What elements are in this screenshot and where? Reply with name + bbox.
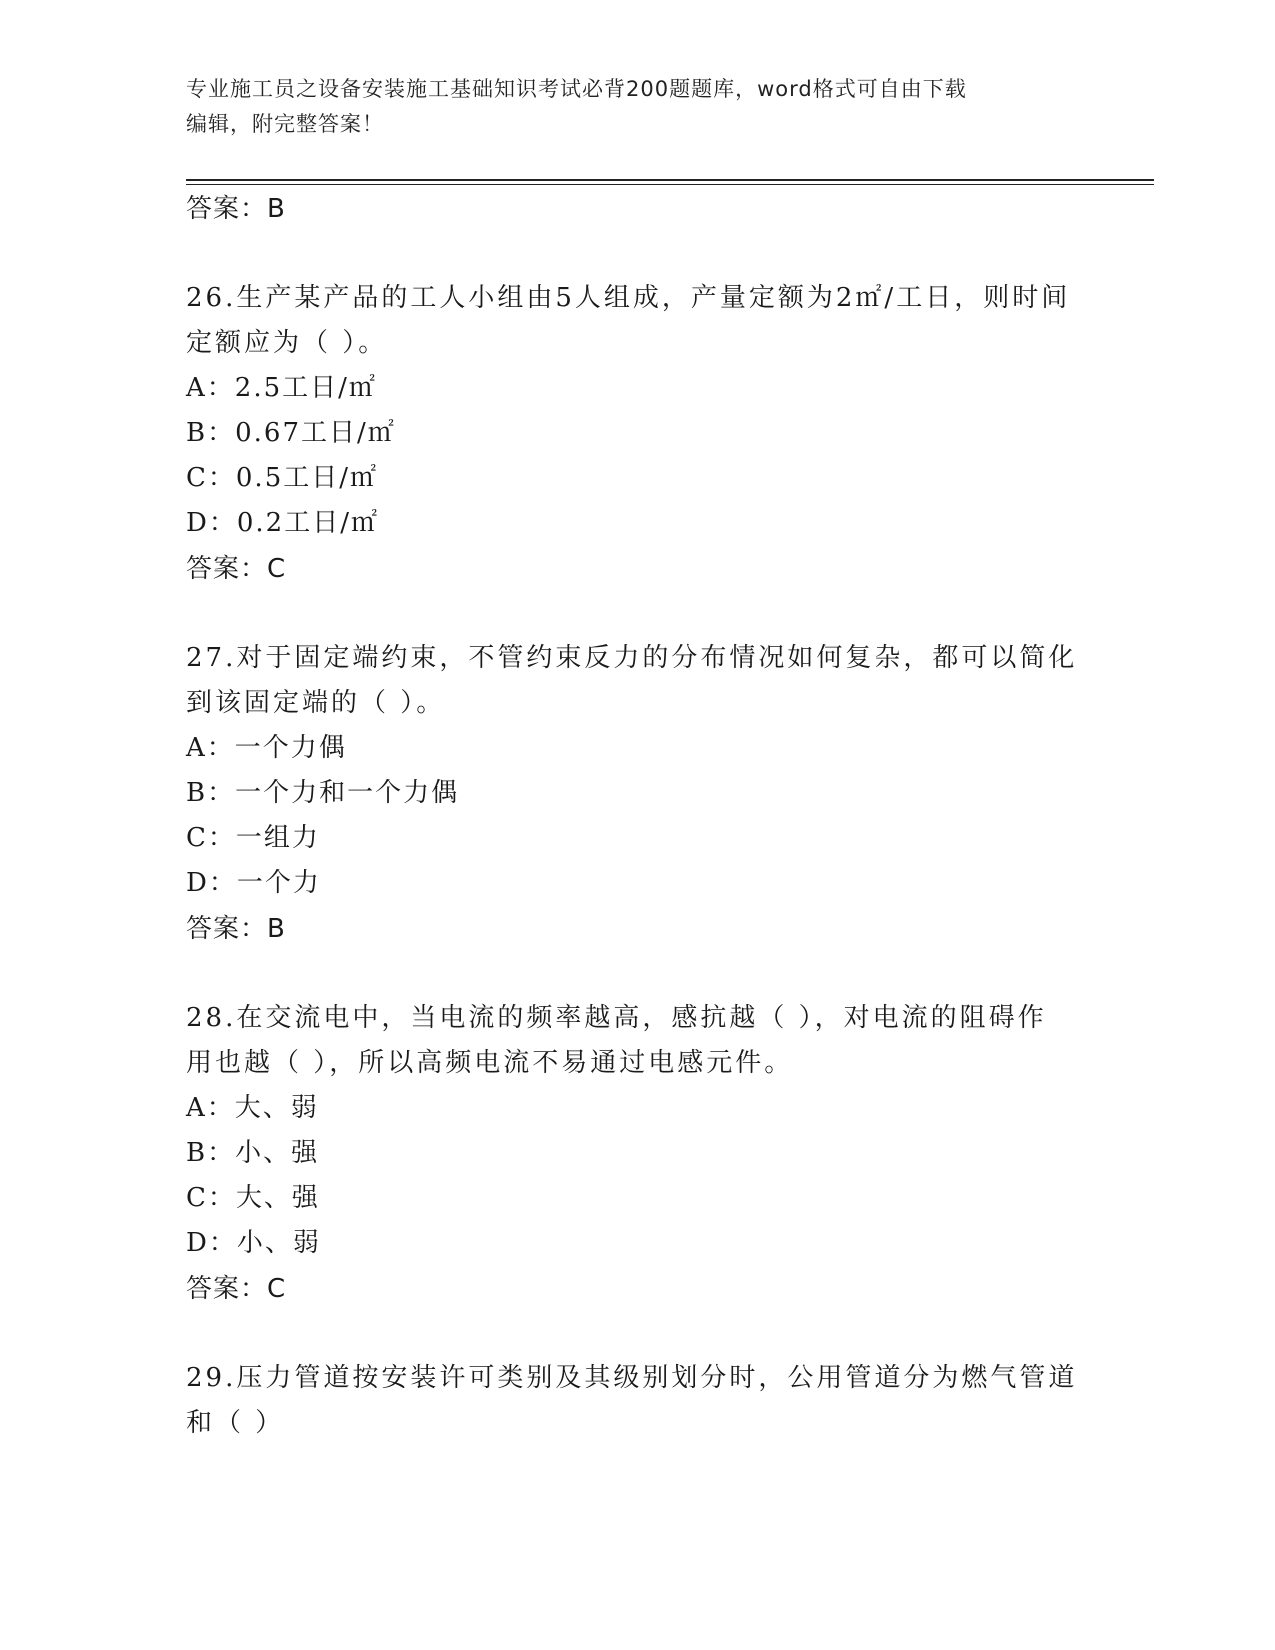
answer-line: 答案：C <box>186 1274 287 1304</box>
question-text-line: 27.对于固定端约束，不管约束反力的分布情况如何复杂，都可以简化 <box>186 643 1078 673</box>
answer-line: 答案：B <box>186 914 286 944</box>
option-a: A：2.5工日/㎡ <box>186 373 377 403</box>
question-29 <box>186 1356 1086 1446</box>
header-divider-thin <box>186 184 1154 185</box>
question-text-line: 28.在交流电中，当电流的频率越高，感抗越（ ），对电流的阻碍作 <box>186 1003 1047 1033</box>
header-divider-thick <box>186 179 1154 181</box>
option-a: A：一个力偶 <box>186 733 347 763</box>
header-line-1: 专业施工员之设备安装施工基础知识考试必背200题题库，word格式可自由下载 <box>186 77 967 101</box>
question-content <box>186 186 1086 1446</box>
option-b: B：一个力和一个力偶 <box>186 778 460 808</box>
question-text-line: 和（ ） <box>186 1408 285 1438</box>
page-header <box>186 72 1066 142</box>
question-text-line: 26.生产某产品的工人小组由5人组成，产量定额为2㎡/工日，则时间 <box>186 283 1071 313</box>
option-d: D：0.2工日/㎡ <box>186 508 379 538</box>
answer-line: 答案：B <box>186 194 286 224</box>
question-28 <box>186 996 1086 1312</box>
option-c: C：一组力 <box>186 823 320 853</box>
question-text-line: 29.压力管道按安装许可类别及其级别划分时，公用管道分为燃气管道 <box>186 1363 1078 1393</box>
option-c: C：大、强 <box>186 1183 320 1213</box>
question-text-line: 用也越（ ），所以高频电流不易通过电感元件。 <box>186 1048 794 1078</box>
answer-line: 答案：C <box>186 554 287 584</box>
question-26 <box>186 276 1086 592</box>
question-text-line: 到该固定端的（ ）。 <box>186 688 446 718</box>
option-a: A：大、弱 <box>186 1093 319 1123</box>
question-27 <box>186 636 1086 952</box>
option-b: B：小、强 <box>186 1138 320 1168</box>
question-text-line: 定额应为（ ）。 <box>186 328 388 358</box>
option-d: D：一个力 <box>186 868 321 898</box>
option-b: B：0.67工日/㎡ <box>186 418 396 448</box>
option-d: D：小、弱 <box>186 1228 321 1258</box>
option-c: C：0.5工日/㎡ <box>186 463 379 493</box>
header-line-2: 编辑，附完整答案！ <box>186 112 384 136</box>
